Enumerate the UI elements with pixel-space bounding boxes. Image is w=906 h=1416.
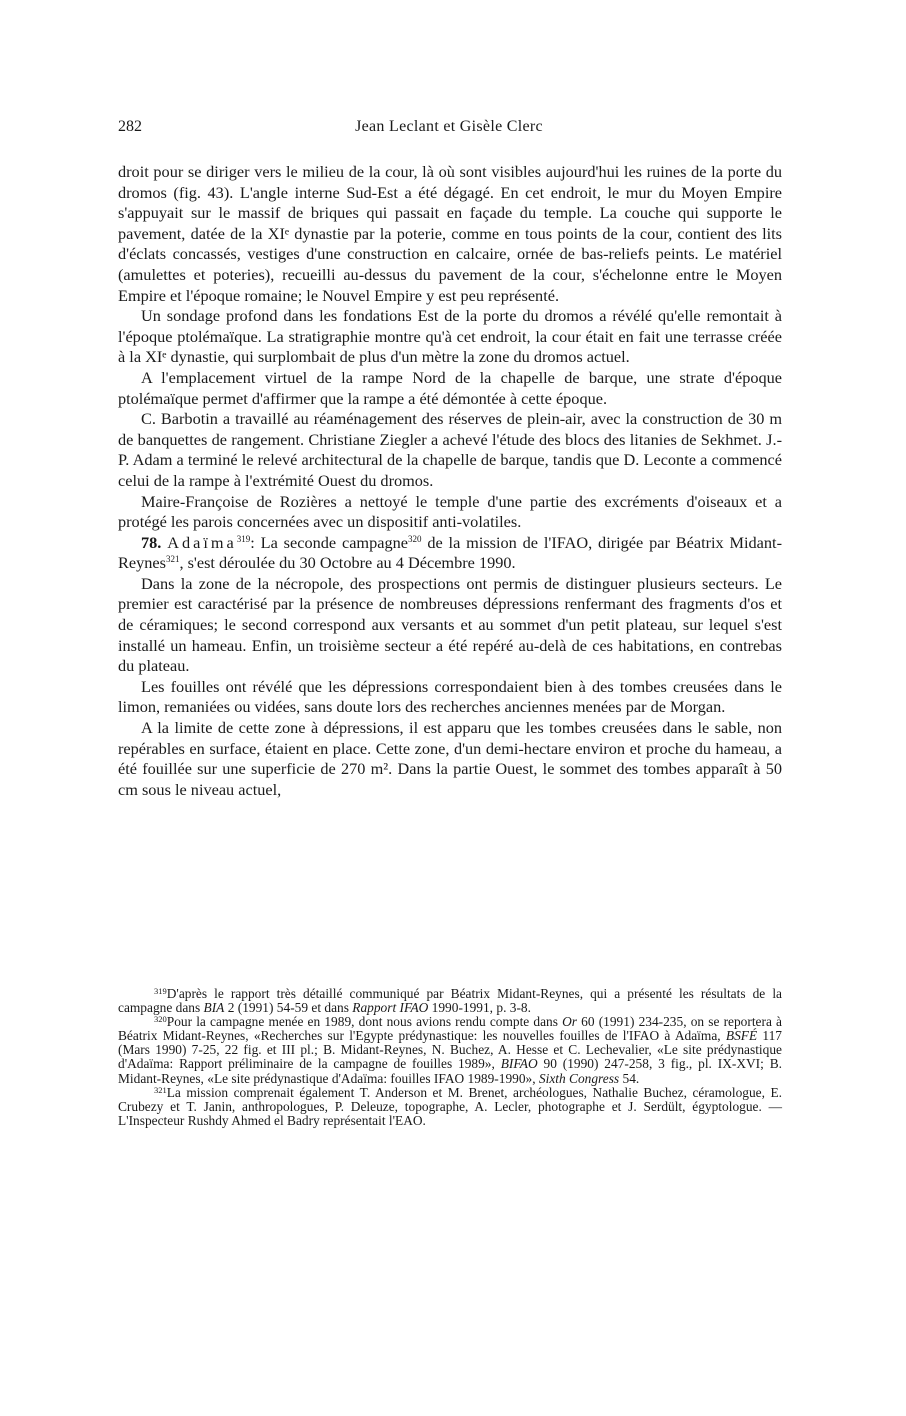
text-run: Pour la campagne menée en 1989, dont nous avions rendu compte dans — [166, 1014, 563, 1030]
paragraph: Les fouilles ont révélé que les dépressions correspondaient bien à des tombes creusées dans le limon, remaniées ou vidées, sans doute lors des recherches anciennes menées par de Morgan. — [118, 676, 782, 717]
text-run: , s'est déroulée du 30 Octobre au 4 Décembre 1990. — [179, 553, 516, 573]
footnote-number: 319 — [154, 986, 167, 996]
journal-abbrev: Or — [562, 1014, 577, 1030]
text-run: D'après le rapport très détaillé communiqué par Béatrix Midant-Reynes, qui a présenté les résultats de la campagne dans — [118, 986, 782, 1016]
footnote-319 — [118, 987, 782, 1015]
paragraph: Un sondage profond dans les fondations Est de la porte du dromos a révélé qu'elle remontait à l'époque ptolémaïque. La stratigraphie montre qu'à cet endroit, la cour était en fait une terrasse créée à la XIᵉ dynastie, qui surplombait de plus d'un mètre la zone du dromos actuel. — [118, 306, 782, 367]
paragraph: Maire-Françoise de Rozières a nettoyé le temple d'une partie des excréments d'oiseaux et a protégé les parois concernées avec un dispositif anti-volatiles. — [118, 491, 782, 532]
footnote-ref: 319 — [236, 533, 251, 544]
text-run: La mission comprenait également T. Anderson et M. Brenet, archéologues, Nathalie Buchez, céramologue, E. Crubezy et T. Janin, anthropologues, P. Deleuze, topographe, A. Lecler, photographe et J. Serdült, égyptologue. — L'Inspecteur Rushdy Ahmed el Badry représentait l'EAO. — [118, 1084, 782, 1128]
footnote-number: 320 — [154, 1014, 167, 1025]
site-name: Adaïma — [167, 532, 237, 552]
text-run: 60 (1991) 234-235, on se reportera à Béatrix Midant-Reynes, «Recherches sur l'Egypte prédynastique: les nouvelles fouilles de l'IFAO à Adaïma, — [118, 1014, 782, 1044]
journal-abbrev: Rapport IFAO — [352, 1000, 429, 1016]
paragraph-section-78 — [118, 533, 782, 574]
footnote-number: 321 — [154, 1084, 167, 1095]
paragraph: C. Barbotin a travaillé au réaménagement des réserves de plein-air, avec la construction de 30 m de banquettes de rangement. Christiane Ziegler a achevé l'étude des blocs des litanies de Sekhmet. J.-P. Adam a terminé le relevé architectural de la chapelle de barque, tandis que D. Leconte a commencé celui de la rampe à l'extrémité Ouest du dromos. — [118, 409, 782, 490]
text-run: 117 (Mars 1990) 7-25, 22 fig. et III pl.; B. Midant-Reynes, N. Buchez, A. Hesse et C. Lechevalier, «Le site prédynastique d'Adaïma: Rapport préliminaire de la campagne de fouilles 1989», — [118, 1028, 782, 1072]
paragraph: droit pour se diriger vers le milieu de la cour, là où sont visibles aujourd'hui les ruines de la porte du dromos (fig. 43). L'angle interne Sud-Est a été dégagé. En cet endroit, le mur du Moyen Empire s'appuyait sur le massif de briques qui passait en façade du temple. La couche qui supporte le pavement, datée de la XIᵉ dynastie par la poterie, comme en tous points de la cour, contient des lits d'éclats concassés, vestiges d'une construction en calcaire, ornée de bas-reliefs peints. Le matériel (amulettes et poteries), recueilli au-dessus du pavement de la cour, s'échelonne entre le Moyen Empire et l'époque romaine; le Nouvel Empire y est peu représenté. — [118, 162, 782, 305]
footnote-ref: 321 — [165, 554, 180, 565]
page-number: 282 — [118, 118, 142, 135]
text-run: 2 (1991) 54-59 et dans — [224, 1000, 353, 1016]
text-run: 54. — [619, 1070, 640, 1086]
footnotes — [118, 987, 782, 1128]
text-run: : La seconde campagne — [250, 532, 408, 552]
section-number: 78. — [141, 532, 162, 552]
journal-abbrev: BIFAO — [500, 1056, 538, 1072]
running-head: Jean Leclant et Gisèle Clerc — [355, 118, 543, 135]
journal-abbrev: Sixth Congress — [538, 1070, 620, 1086]
page-header — [118, 118, 780, 142]
text-run: 90 (1990) 247-258, 3 fig., pl. IX-XVI; B. Midant-Reynes, «Le site prédynastique d'Adaïma: fouilles IFAO 1989-1990», — [118, 1056, 782, 1086]
footnote-321 — [118, 1086, 782, 1128]
paragraph: A l'emplacement virtuel de la rampe Nord de la chapelle de barque, une strate d'époque ptolémaïque permet d'affirmer que la rampe a été démontée à cette époque. — [118, 367, 782, 408]
paragraph: A la limite de cette zone à dépressions, il est apparu que les tombes creusées dans le sable, non repérables en surface, étaient en place. Cette zone, d'un demi-hectare environ et proche du hameau, a été fouillée sur une superficie de 270 m². Dans la partie Ouest, le sommet des tombes apparaît à 50 cm sous le niveau actuel, — [118, 718, 782, 799]
footnote-ref: 320 — [407, 533, 422, 544]
main-text — [118, 162, 782, 800]
paragraph: Dans la zone de la nécropole, des prospections ont permis de distinguer plusieurs secteurs. Le premier est caractérisé par la présence de nombreuses dépressions renfermant des fragments d'os et de céramiques; le second correspond aux versants et au sommet d'un petit plateau, sur lequel s'est installé un hameau. Enfin, un troisième secteur a été repéré au-delà de ces habitations, en contrebas du plateau. — [118, 573, 782, 676]
footnote-320 — [118, 1015, 782, 1085]
journal-abbrev: BSFÉ — [725, 1028, 758, 1044]
text-run: 1990-1991, p. 3-8. — [428, 1000, 531, 1016]
text-run: de la mission de l'IFAO, dirigée par Béatrix Midant-Reynes — [118, 532, 782, 573]
journal-abbrev: BIA — [203, 1000, 225, 1016]
